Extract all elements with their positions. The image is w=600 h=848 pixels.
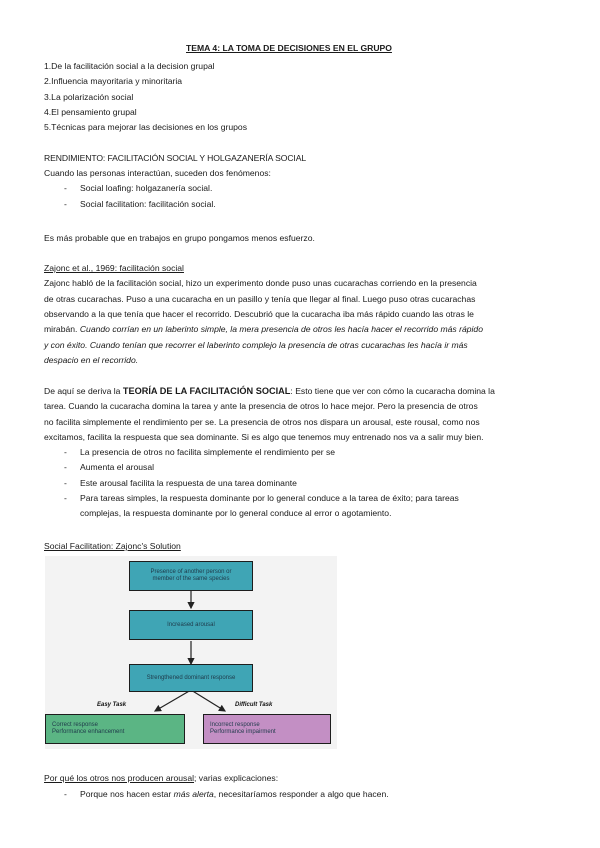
presence-box-label: Presence of another person or member of the same species bbox=[150, 569, 232, 582]
theory-line bbox=[44, 386, 495, 397]
figure-heading: Social Facilitation: Zajonc's Solution bbox=[44, 541, 181, 551]
bullet-dash: - bbox=[64, 493, 67, 503]
paragraph-line: no facilita simplemente el rendimiento per se. La presencia de otros nos dispara un arousal, este rousal, como nos bbox=[44, 417, 480, 427]
list-item: Social facilitation: facilitación social. bbox=[80, 199, 216, 209]
bullet-dash: - bbox=[64, 183, 67, 193]
toc-item: 3.La polarización social bbox=[44, 92, 134, 102]
list-item-continuation: complejas, la respuesta dominante por lo general conduce al error o agotamiento. bbox=[80, 508, 392, 518]
paragraph-line: excitamos, facilita la respuesta que sea dominante. Si es algo que tenemos muy entrenado nos va a salir muy bien. bbox=[44, 432, 484, 442]
bullet-dash: - bbox=[64, 789, 67, 799]
italic-line: y con éxito. Cuando tenían que recorrer el laberinto complejo la presencia de otras cucarachas les hacía ir más bbox=[44, 340, 468, 350]
section-heading: RENDIMIENTO: FACILITACIÓN SOCIAL Y HOLGAZANERÍA SOCIAL bbox=[44, 153, 307, 163]
list-item-text: Porque nos hacen estar bbox=[80, 789, 174, 799]
list-item-italic: más alerta bbox=[173, 789, 214, 799]
list-item-text: , necesitaríamos responder a algo que hacen. bbox=[213, 789, 389, 799]
theory-lead: De aquí se deriva la bbox=[44, 386, 123, 396]
arousal-heading: Por qué los otros nos producen arousal bbox=[44, 773, 195, 783]
list-item: Social loafing: holgazanería social. bbox=[80, 183, 213, 193]
paragraph-line bbox=[44, 324, 483, 335]
bullet-dash: - bbox=[64, 199, 67, 209]
bullet-dash: - bbox=[64, 462, 67, 472]
list-item: La presencia de otros no facilita simplemente el rendimiento per se bbox=[80, 447, 336, 457]
dominant-response-label: Strengthened dominant response bbox=[146, 674, 236, 681]
dominant-response-box bbox=[129, 664, 253, 692]
easy-task-label: Easy Task bbox=[97, 702, 127, 708]
paragraph-line: tarea. Cuando la cucaracha domina la tarea y ante la presencia de otros lo hace mejor. Pero la presencia de otros bbox=[44, 401, 478, 411]
arousal-heading-rest: ; varias explicaciones: bbox=[194, 773, 279, 783]
list-item: Para tareas simples, la respuesta dominante por lo general conduce a la tarea de éxito; para tareas bbox=[80, 493, 459, 503]
paragraph-text: mirabán. bbox=[44, 324, 78, 334]
paragraph-line: de otras cucarachas. Puso a una cucaracha en un pasillo y tenía que llegar al final. Luego puso otras cucarachas bbox=[44, 294, 476, 304]
correct-response-box bbox=[45, 714, 185, 744]
incorrect-response-text bbox=[210, 722, 276, 736]
summary-line: Es más probable que en trabajos en grupo pongamos menos esfuerzo. bbox=[44, 233, 315, 243]
toc-item: 2.Influencia mayoritaria y minoritaria bbox=[44, 76, 183, 86]
zajonc-heading: Zajonc et al., 1969: facilitación social bbox=[44, 263, 184, 273]
toc-item: 4.El pensamiento grupal bbox=[44, 107, 137, 117]
incorrect-response-box bbox=[203, 714, 331, 744]
flow-diagram bbox=[45, 556, 337, 749]
arousal-box-label: Increased arousal bbox=[167, 621, 215, 628]
paragraph-line: observando a la que tenía que hacer el recorrido. Descubrió que la cucaracha iba más rápido cuando las otras le bbox=[44, 309, 474, 319]
italic-line: despacio en el recorrido. bbox=[44, 355, 139, 365]
paragraph-line: Zajonc habló de la facilitación social, hizo un experimento donde puso unas cucarachas corriendo en la presencia bbox=[44, 278, 477, 288]
correct-response-line: Performance enhancement bbox=[52, 729, 125, 735]
arrow-right bbox=[191, 690, 225, 711]
arousal-box bbox=[129, 610, 253, 640]
presence-box bbox=[129, 561, 253, 591]
list-item: Este arousal facilita la respuesta de una tarea dominante bbox=[80, 478, 297, 488]
bullet-dash: - bbox=[64, 478, 67, 488]
italic-text: Cuando corrían en un laberinto simple, la mera presencia de otros les hacía hacer el recorrido más rápido bbox=[79, 324, 483, 334]
bullet-dash: - bbox=[64, 447, 67, 457]
correct-response-line: Correct response bbox=[52, 722, 99, 728]
arrow-left bbox=[155, 690, 191, 711]
correct-response-text bbox=[52, 722, 124, 736]
list-item: Aumenta el arousal bbox=[80, 462, 155, 472]
arousal-heading-line bbox=[44, 773, 278, 784]
toc-item: 5.Técnicas para mejorar las decisiones en los grupos bbox=[44, 122, 248, 132]
incorrect-response-line: Incorrect response bbox=[210, 722, 260, 728]
page-title: TEMA 4: LA TOMA DE DECISIONES EN EL GRUPO bbox=[186, 43, 392, 53]
theory-name: TEORÍA DE LA FACILITACIÓN SOCIAL bbox=[122, 386, 291, 396]
theory-text: : Esto tiene que ver con cómo la cucaracha domina la bbox=[290, 386, 495, 396]
list-item bbox=[80, 789, 389, 800]
incorrect-response-line: Performance impairment bbox=[210, 729, 276, 735]
difficult-task-label: Difficult Task bbox=[235, 702, 273, 708]
toc-item: 1.De la facilitación social a la decision grupal bbox=[44, 61, 215, 71]
section-intro: Cuando las personas interactúan, suceden dos fenómenos: bbox=[44, 168, 271, 178]
